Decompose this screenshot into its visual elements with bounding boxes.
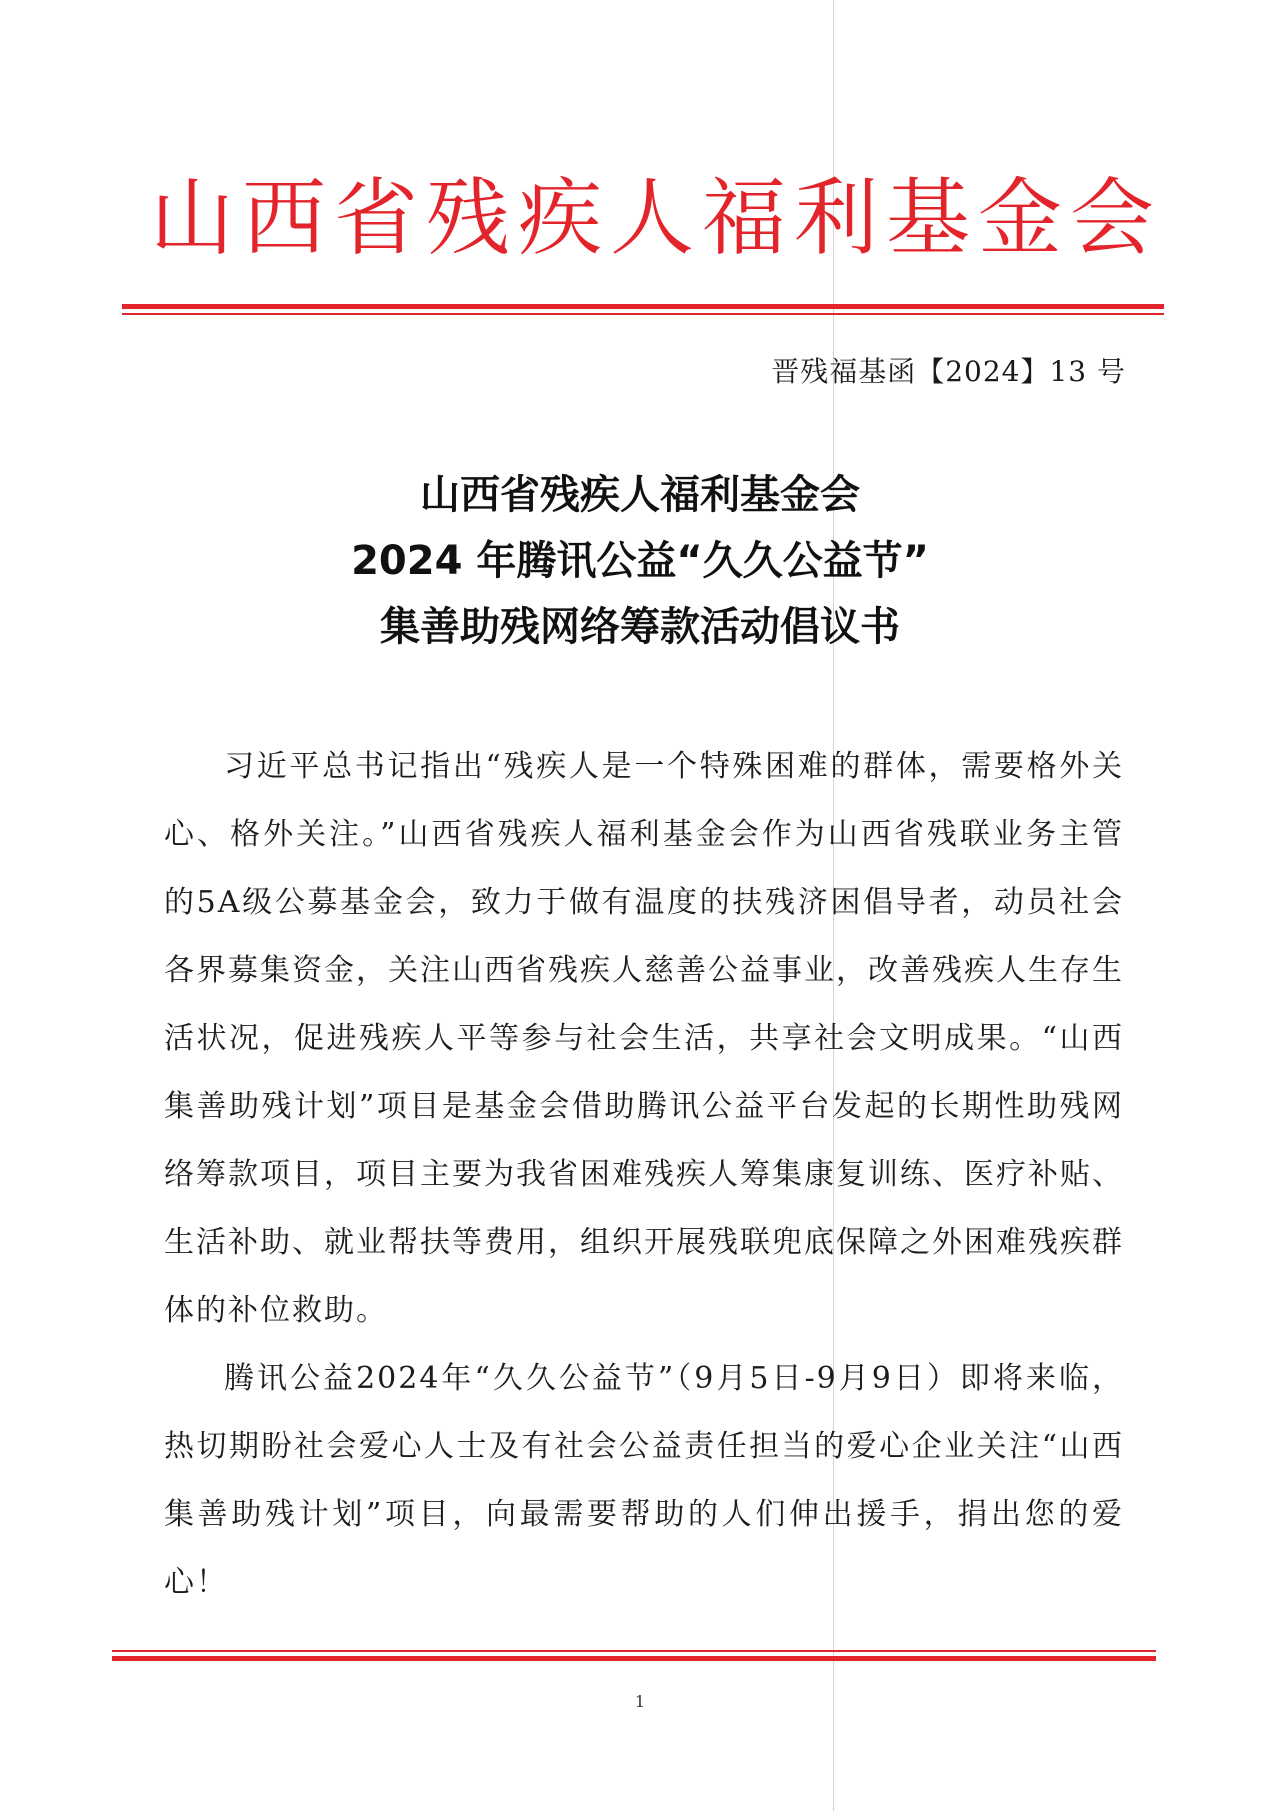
letterhead-title: 山西省残疾人福利基金会 bbox=[150, 169, 1163, 267]
letterhead-divider bbox=[122, 304, 1164, 315]
document-title-line-2: 2024 年腾讯公益“久久公益节” bbox=[351, 538, 929, 584]
footer-divider-thin-line bbox=[112, 1650, 1156, 1652]
document-body bbox=[164, 733, 1124, 1617]
document-number: 晋残福基函【2024】13 号 bbox=[771, 355, 1126, 388]
document-title bbox=[140, 462, 1140, 660]
body-paragraph-2: 腾讯公益2024年“久久公益节”（9月5日-9月9日）即将来临，热切期盼社会爱心人士及有社会公益责任担当的爱心企业关注“山西集善助残计划”项目，向最需要帮助的人们伸出援手，捐出您的爱心！ bbox=[164, 1361, 1124, 1600]
body-paragraph-1: 习近平总书记指出“残疾人是一个特殊困难的群体，需要格外关心、格外关注。”山西省残疾人福利基金会作为山西省残联业务主管的5A级公募基金会，致力于做有温度的扶残济困倡导者，动员社会各界募集资金，关注山西省残疾人慈善公益事业，改善残疾人生存生活状况，促进残疾人平等参与社会生活，共享社会文明成果。“山西集善助残计划”项目是基金会借助腾讯公益平台发起的长期性助残网络筹款项目，项目主要为我省困难残疾人筹集康复训练、医疗补贴、生活补助、就业帮扶等费用，组织开展残联兜底保障之外困难残疾群体的补位救助。 bbox=[164, 749, 1124, 1328]
page-number: 1 bbox=[634, 1692, 646, 1711]
document-title-line-1: 山西省残疾人福利基金会 bbox=[420, 472, 860, 518]
letterhead-divider-thin-line bbox=[122, 313, 1164, 315]
letterhead-divider-thick-line bbox=[122, 304, 1164, 309]
document-title-line-3: 集善助残网络筹款活动倡议书 bbox=[380, 604, 900, 650]
footer-divider bbox=[112, 1650, 1156, 1661]
footer-divider-thick-line bbox=[112, 1656, 1156, 1661]
